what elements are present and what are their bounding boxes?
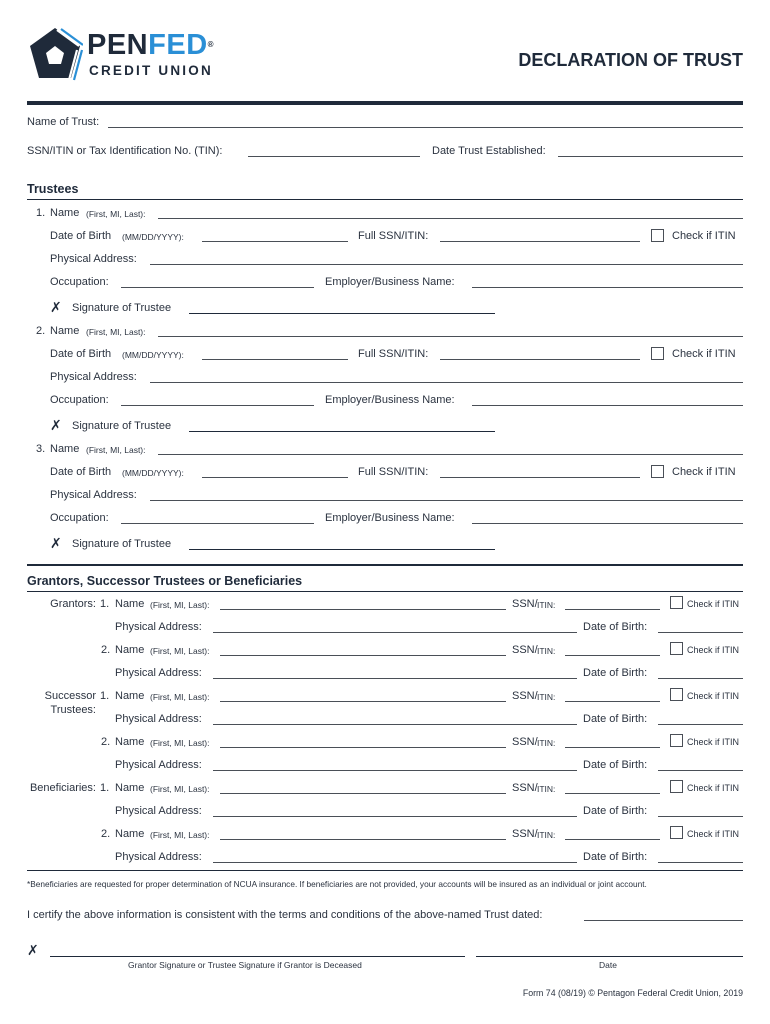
registered-mark: ® [207, 40, 215, 49]
signature-date-field[interactable] [476, 956, 743, 957]
logo-fed-text: FED [148, 29, 208, 61]
party-3-1-number: 1. [100, 782, 110, 794]
party-1-2-ssn-label: SSN/ [512, 644, 538, 656]
party-2-1-itin-checkbox[interactable] [670, 688, 683, 701]
party-3-1-address-field[interactable] [213, 816, 577, 817]
party-2-2-ssn-hint: ITIN: [537, 738, 556, 748]
parties-top-rule [27, 564, 743, 566]
party-group-3-label: Beneficiaries: [29, 782, 96, 794]
ssn-tin-label: SSN/ITIN or Tax Identification No. (TIN): [27, 145, 223, 157]
party-1-2-ssn-field[interactable] [565, 655, 660, 656]
trustees-rule [27, 199, 743, 200]
party-1-1-address-field[interactable] [213, 632, 577, 633]
trustee-3-address-label: Physical Address: [50, 489, 137, 501]
grantor-signature-label: Grantor Signature or Trustee Signature if Grantor is Deceased [128, 960, 362, 970]
party-3-1-dob-label: Date of Birth: [583, 805, 648, 817]
party-2-2-ssn-field[interactable] [565, 747, 660, 748]
form-id: Form 74 (08/19) © Pentagon Federal Credit Union, 2019 [522, 988, 743, 998]
trustee-1-ssn-field[interactable] [440, 241, 640, 242]
trustee-1-number: 1. [36, 207, 46, 219]
party-3-1-name-label: Name [115, 782, 145, 794]
party-1-1-ssn-hint: ITIN: [537, 600, 556, 610]
trustee-1-itin-checkbox[interactable] [651, 229, 664, 242]
party-2-1-ssn-field[interactable] [565, 701, 660, 702]
party-1-1-dob-field[interactable] [658, 632, 743, 633]
party-3-2-address-field[interactable] [213, 862, 577, 863]
trustee-3-itin-label: Check if ITIN [672, 466, 736, 478]
name-of-trust-label: Name of Trust: [27, 116, 100, 128]
trustee-1-employer-label: Employer/Business Name: [325, 276, 455, 288]
party-3-2-ssn-label: SSN/ [512, 828, 538, 840]
party-1-2-name-hint: (First, MI, Last): [150, 646, 210, 656]
trustee-3-employer-label: Employer/Business Name: [325, 512, 455, 524]
trustees-heading: Trustees [27, 182, 79, 196]
date-established-label: Date Trust Established: [432, 145, 546, 157]
parties-heading: Grantors, Successor Trustees or Beneficiaries [27, 574, 303, 588]
party-2-1-itin-label: Check if ITIN [687, 691, 740, 701]
logo-pen-text: PEN [87, 29, 149, 61]
party-3-2-number: 2. [101, 828, 111, 840]
trustee-2-ssn-field[interactable] [440, 359, 640, 360]
party-1-1-ssn-label: SSN/ [512, 598, 538, 610]
logo-subtitle: CREDIT UNION [89, 63, 213, 78]
party-3-1-address-label: Physical Address: [115, 805, 202, 817]
trustee-2-dob-label: Date of Birth [50, 348, 112, 360]
party-3-2-name-label: Name [115, 828, 145, 840]
trustee-1-itin-label: Check if ITIN [672, 230, 736, 242]
party-2-1-ssn-hint: ITIN: [537, 692, 556, 702]
trustee-2-signature-x-icon: ✗ [50, 417, 62, 433]
party-1-2-address-label: Physical Address: [115, 667, 202, 679]
trustee-2-signature-label: Signature of Trustee [72, 420, 172, 432]
trustee-2-signature-field[interactable] [189, 431, 495, 432]
trustee-2-occupation-field[interactable] [121, 405, 314, 406]
party-3-2-name-field[interactable] [220, 839, 506, 840]
party-3-1-itin-label: Check if ITIN [687, 783, 740, 793]
grantor-signature-x-icon: ✗ [27, 942, 39, 958]
party-1-1-itin-label: Check if ITIN [687, 599, 740, 609]
party-1-2-dob-label: Date of Birth: [583, 667, 648, 679]
trustee-1-signature-label: Signature of Trustee [72, 302, 172, 314]
trustee-3-dob-label: Date of Birth [50, 466, 112, 478]
party-2-1-ssn-label: SSN/ [512, 690, 538, 702]
party-3-2-address-label: Physical Address: [115, 851, 202, 863]
trustee-3-signature-x-icon: ✗ [50, 535, 62, 551]
party-2-1-dob-label: Date of Birth: [583, 713, 648, 725]
party-2-2-name-field[interactable] [220, 747, 506, 748]
party-2-1-dob-field[interactable] [658, 724, 743, 725]
party-2-2-itin-checkbox[interactable] [670, 734, 683, 747]
trustee-2-number: 2. [36, 325, 46, 337]
certify-text: I certify the above information is consistent with the terms and conditions of the above-named Trust dated: [27, 909, 543, 921]
party-2-1-name-field[interactable] [220, 701, 506, 702]
trustee-1-name-hint: (First, MI, Last): [86, 209, 146, 219]
trustee-1-name-label: Name [50, 207, 80, 219]
trustee-1-occupation-field[interactable] [121, 287, 314, 288]
party-group-2-label-2: Trustees: [50, 704, 96, 716]
signature-date-label: Date [599, 960, 617, 970]
trustee-1-address-field[interactable] [150, 264, 743, 265]
trustee-3-occupation-label: Occupation: [50, 512, 109, 524]
name-of-trust-field[interactable] [108, 127, 743, 128]
trustee-3-number: 3. [36, 443, 46, 455]
party-2-2-name-label: Name [115, 736, 145, 748]
party-group-1-label: Grantors: [50, 598, 96, 610]
party-1-1-dob-label: Date of Birth: [583, 621, 648, 633]
party-2-1-address-label: Physical Address: [115, 713, 202, 725]
trustee-3-occupation-field[interactable] [121, 523, 314, 524]
trustee-2-name-hint: (First, MI, Last): [86, 327, 146, 337]
party-3-2-ssn-field[interactable] [565, 839, 660, 840]
trustee-2-ssn-label: Full SSN/ITIN: [358, 348, 429, 360]
party-1-2-number: 2. [101, 644, 111, 656]
party-3-1-itin-checkbox[interactable] [670, 780, 683, 793]
trustee-1-dob-label: Date of Birth [50, 230, 112, 242]
party-3-1-ssn-hint: ITIN: [537, 784, 556, 794]
party-2-1-name-hint: (First, MI, Last): [150, 692, 210, 702]
party-2-2-name-hint: (First, MI, Last): [150, 738, 210, 748]
ssn-tin-field[interactable] [248, 156, 420, 157]
page-title: DECLARATION OF TRUST [518, 50, 743, 70]
trustee-3-dob-hint: (MM/DD/YYYY): [122, 468, 184, 478]
trustee-2-name-label: Name [50, 325, 80, 337]
party-1-2-address-field[interactable] [213, 678, 577, 679]
trust-dated-field[interactable] [584, 920, 743, 921]
party-2-1-address-field[interactable] [213, 724, 577, 725]
trustee-1-ssn-label: Full SSN/ITIN: [358, 230, 429, 242]
party-2-2-dob-label: Date of Birth: [583, 759, 648, 771]
party-3-2-name-hint: (First, MI, Last): [150, 830, 210, 840]
party-3-1-name-hint: (First, MI, Last): [150, 784, 210, 794]
header-rule [27, 101, 743, 105]
trustee-1-dob-field[interactable] [202, 241, 348, 242]
trustee-2-itin-label: Check if ITIN [672, 348, 736, 360]
parties-rule [27, 591, 743, 592]
party-3-1-dob-field[interactable] [658, 816, 743, 817]
trustee-1-employer-field[interactable] [472, 287, 743, 288]
party-3-2-dob-label: Date of Birth: [583, 851, 648, 863]
grantor-signature-field[interactable] [50, 956, 465, 957]
trustee-2-dob-hint: (MM/DD/YYYY): [122, 350, 184, 360]
trustee-3-ssn-field[interactable] [440, 477, 640, 478]
party-3-1-name-field[interactable] [220, 793, 506, 794]
party-3-2-dob-field[interactable] [658, 862, 743, 863]
trustee-3-employer-field[interactable] [472, 523, 743, 524]
party-2-2-number: 2. [101, 736, 111, 748]
trustee-3-name-field[interactable] [158, 454, 743, 455]
trustee-3-address-field[interactable] [150, 500, 743, 501]
trustee-3-itin-checkbox[interactable] [651, 465, 664, 478]
party-1-2-itin-label: Check if ITIN [687, 645, 740, 655]
party-1-1-number: 1. [100, 598, 110, 610]
party-1-1-name-field[interactable] [220, 609, 506, 610]
trustee-2-dob-field[interactable] [202, 359, 348, 360]
trustee-1-signature-field[interactable] [189, 313, 495, 314]
trustee-1-name-field[interactable] [158, 218, 743, 219]
date-established-field[interactable] [558, 156, 743, 157]
party-2-2-dob-field[interactable] [658, 770, 743, 771]
trustee-3-name-label: Name [50, 443, 80, 455]
party-1-2-itin-checkbox[interactable] [670, 642, 683, 655]
party-1-2-dob-field[interactable] [658, 678, 743, 679]
pentagon-logo-icon [27, 26, 83, 82]
party-2-1-name-label: Name [115, 690, 145, 702]
trustee-3-signature-label: Signature of Trustee [72, 538, 172, 550]
penfed-logo [27, 26, 237, 82]
party-1-1-ssn-field[interactable] [565, 609, 660, 610]
party-1-1-address-label: Physical Address: [115, 621, 202, 633]
footer-rule [27, 870, 743, 871]
trustee-1-signature-x-icon: ✗ [50, 299, 62, 315]
party-2-2-itin-label: Check if ITIN [687, 737, 740, 747]
beneficiaries-note: *Beneficiaries are requested for proper determination of NCUA insurance. If beneficiaries are not provided, your accounts will be insured as an individual or joint account. [27, 879, 647, 889]
trustee-3-name-hint: (First, MI, Last): [86, 445, 146, 455]
trustee-1-address-label: Physical Address: [50, 253, 137, 265]
trustee-3-dob-field[interactable] [202, 477, 348, 478]
party-1-2-ssn-hint: ITIN: [537, 646, 556, 656]
trustee-1-occupation-label: Occupation: [50, 276, 109, 288]
trustee-2-address-field[interactable] [150, 382, 743, 383]
trustee-2-occupation-label: Occupation: [50, 394, 109, 406]
trustee-3-ssn-label: Full SSN/ITIN: [358, 466, 429, 478]
trustee-2-address-label: Physical Address: [50, 371, 137, 383]
trustee-3-signature-field[interactable] [189, 549, 495, 550]
party-2-1-number: 1. [100, 690, 110, 702]
party-1-2-name-field[interactable] [220, 655, 506, 656]
trustee-2-itin-checkbox[interactable] [651, 347, 664, 360]
party-2-2-address-field[interactable] [213, 770, 577, 771]
trustee-2-employer-field[interactable] [472, 405, 743, 406]
party-1-2-name-label: Name [115, 644, 145, 656]
party-1-1-name-hint: (First, MI, Last): [150, 600, 210, 610]
party-1-1-name-label: Name [115, 598, 145, 610]
party-2-2-ssn-label: SSN/ [512, 736, 538, 748]
trustee-1-dob-hint: (MM/DD/YYYY): [122, 232, 184, 242]
trustee-2-name-field[interactable] [158, 336, 743, 337]
party-3-2-itin-checkbox[interactable] [670, 826, 683, 839]
party-group-2-label: Successor [44, 690, 96, 702]
party-3-1-ssn-label: SSN/ [512, 782, 538, 794]
party-3-2-itin-label: Check if ITIN [687, 829, 740, 839]
party-2-2-address-label: Physical Address: [115, 759, 202, 771]
party-3-2-ssn-hint: ITIN: [537, 830, 556, 840]
trustee-2-employer-label: Employer/Business Name: [325, 394, 455, 406]
party-1-1-itin-checkbox[interactable] [670, 596, 683, 609]
party-3-1-ssn-field[interactable] [565, 793, 660, 794]
